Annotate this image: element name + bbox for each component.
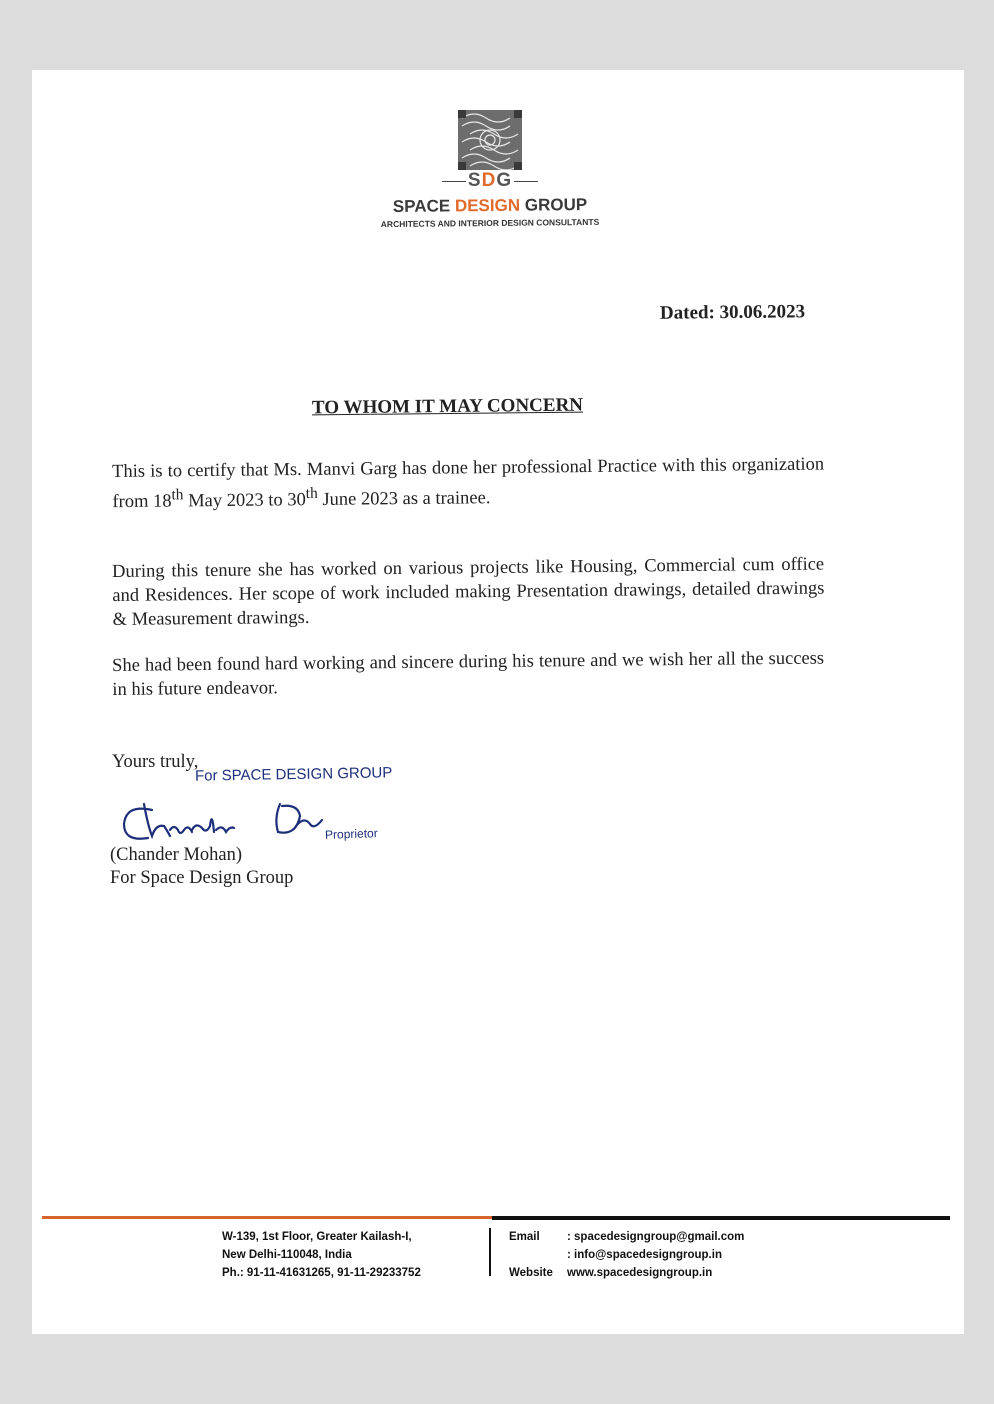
logo-abbr-s: S [467, 170, 482, 191]
company-name-space: SPACE [392, 196, 455, 217]
signature-icon [118, 796, 328, 852]
logo-abbr-g: G [496, 170, 513, 191]
address-line-1: W-139, 1st Floor, Greater Kailash-I, [222, 1231, 412, 1243]
logo-abbr-text [468, 170, 512, 191]
letter-subject: TO WHOM IT MAY CONCERN [311, 394, 584, 419]
p1-sup-1: th [171, 486, 184, 504]
address-phone: Ph.: 91-11-41631265, 91-11-29233752 [222, 1267, 421, 1279]
company-logo-icon [458, 110, 522, 170]
stamp-proprietor: Proprietor [324, 826, 378, 842]
company-name [370, 195, 610, 218]
contact-email-row [509, 1228, 744, 1246]
logo-rule-right [514, 181, 538, 182]
footer-address [222, 1228, 421, 1282]
company-name-design: DESIGN [454, 195, 521, 216]
p1-sup-2: th [305, 484, 318, 502]
letter-closing: Yours truly, [112, 752, 199, 772]
footer-contact [509, 1228, 744, 1282]
email-label: Email [509, 1231, 540, 1243]
company-tagline: ARCHITECTS AND INTERIOR DESIGN CONSULTANTS [380, 216, 600, 230]
contact-website-row [509, 1264, 744, 1282]
signer-name: (Chander Mohan) [110, 845, 243, 865]
website-label: Website [509, 1267, 553, 1279]
letter-date: Dated: 30.06.2023 [659, 301, 806, 324]
p1-text-a: This is to certify that Ms. Manvi Garg has done her professional Practice with this organization from 18 [112, 454, 825, 513]
logo-abbr-d: D [481, 170, 497, 191]
paragraph-wishes: She had been found hard working and sincere during his tenure and we wish her all the success in his future endeavor. [112, 648, 825, 700]
website-url: www.spacedesigngroup.in [567, 1267, 713, 1279]
signer-organization: For Space Design Group [110, 868, 294, 888]
paragraph-certification [112, 453, 825, 515]
logo-abbreviation [440, 170, 540, 192]
logo-rule-left [442, 181, 466, 182]
email-primary: : spacedesigngroup@gmail.com [567, 1231, 745, 1243]
company-name-group: GROUP [519, 194, 588, 215]
footer-rule-orange [42, 1216, 492, 1219]
footer-divider [489, 1228, 491, 1276]
footer-rule-black [492, 1216, 950, 1220]
stamp-for-company: For SPACE DESIGN GROUP [194, 764, 393, 785]
email-secondary: : info@spacedesigngroup.in [567, 1249, 722, 1261]
contact-email-row-2 [509, 1246, 744, 1264]
p1-text-b: May 2023 to 30 [183, 490, 306, 512]
address-line-2: New Delhi-110048, India [222, 1249, 352, 1261]
p1-text-c: June 2023 as a trainee. [317, 488, 491, 511]
letter-sheet [32, 70, 964, 1334]
paragraph-tenure: During this tenure she has worked on various projects like Housing, Commercial cum office and Residences. Her scope of work included making Presentation drawings, detailed drawings & Measurement drawings. [112, 554, 825, 630]
